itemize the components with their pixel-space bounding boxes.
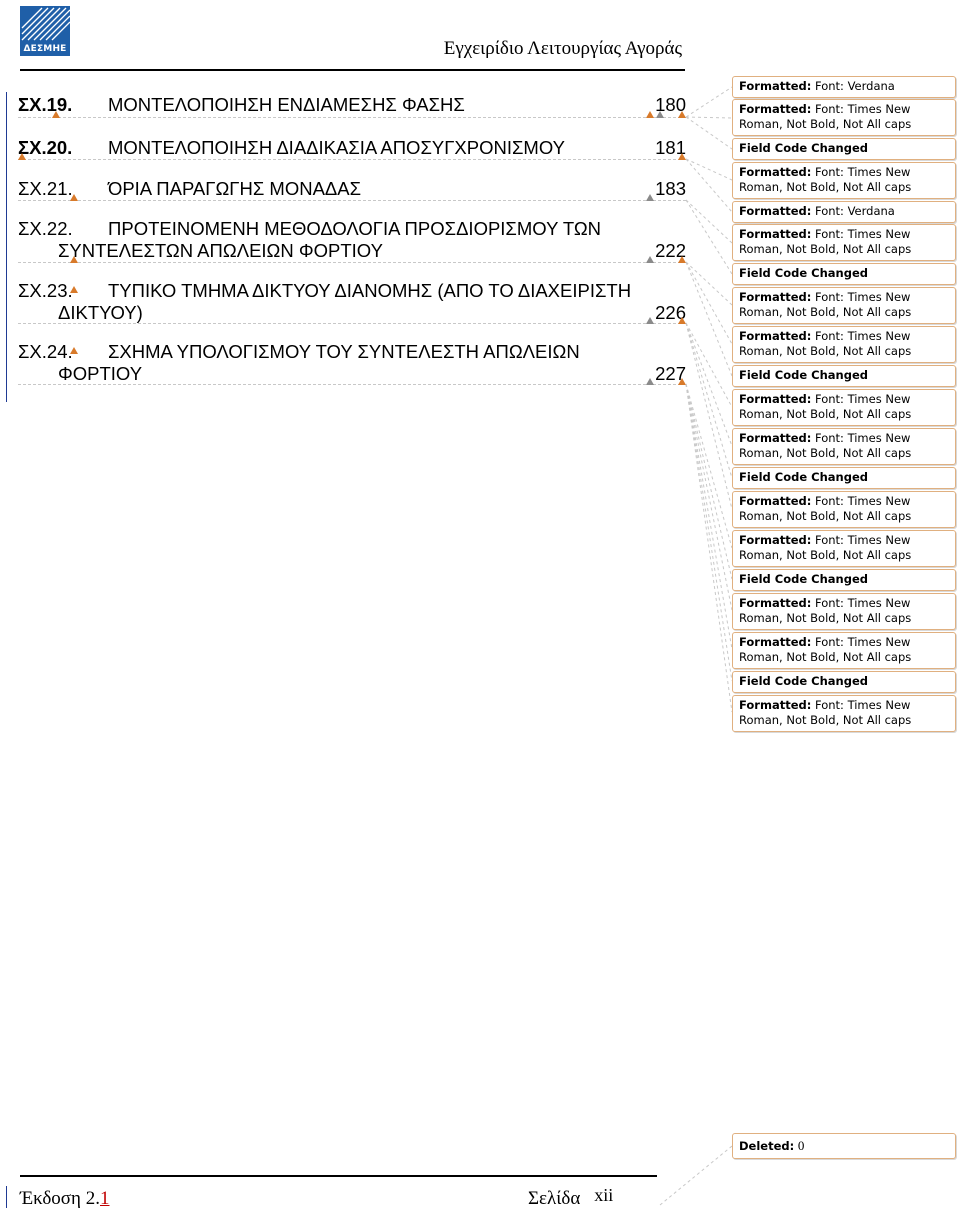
revision-marker-icon	[70, 347, 78, 354]
revision-marker-icon	[70, 286, 78, 293]
footer-edition	[20, 1188, 109, 1210]
balloon-text: Font: Times New Roman, Not Bold, Not All caps	[739, 290, 912, 319]
field-code-balloon[interactable]	[732, 138, 956, 160]
revision-marker-icon	[678, 111, 686, 118]
revision-marker-icon	[678, 378, 686, 385]
revision-dashed-line	[18, 262, 686, 263]
toc-page: 181	[655, 137, 686, 158]
balloon-label: Formatted:	[739, 392, 812, 406]
format-balloon[interactable]	[732, 326, 956, 363]
balloon-label: Field Code Changed	[739, 266, 868, 280]
balloon-label: Formatted:	[739, 596, 812, 610]
toc-title: ΤΥΠΙΚΟ ΤΜΗΜΑ ΔΙΚΤΥΟΥ ΔΙΑΝΟΜΗΣ (ΑΠΟ ΤΟ ΔΙΑΧΕΙΡΙΣΤΗ	[108, 280, 632, 301]
format-balloon[interactable]	[732, 695, 956, 732]
balloon-text: Font: Times New Roman, Not Bold, Not All caps	[739, 635, 912, 664]
balloon-label: Formatted:	[739, 165, 812, 179]
balloon-label: Formatted:	[739, 329, 812, 343]
balloon-text: Font: Times New Roman, Not Bold, Not All caps	[739, 533, 912, 562]
toc-page: 226	[655, 302, 686, 323]
revision-dashed-line	[18, 323, 686, 324]
field-code-balloon[interactable]	[732, 365, 956, 387]
toc-title: ΜΟΝΤΕΛΟΠΟΙΗΣΗ ΔΙΑΔΙΚΑΣΙΑ ΑΠΟΣΥΓΧΡΟΝΙΣΜΟΥ	[108, 137, 565, 158]
deleted-value: 0	[797, 1138, 805, 1153]
revision-marker-icon	[678, 256, 686, 263]
format-balloon[interactable]	[732, 162, 956, 199]
format-balloon[interactable]	[732, 530, 956, 567]
format-balloon[interactable]	[732, 99, 956, 136]
balloon-text: Font: Times New Roman, Not Bold, Not All caps	[739, 596, 912, 625]
balloon-text: Font: Times New Roman, Not Bold, Not All caps	[739, 102, 912, 131]
balloon-label: Field Code Changed	[739, 368, 868, 382]
toc-title-continuation: ΣΥΝΤΕΛΕΣΤΩΝ ΑΠΩΛΕΙΩΝ ΦΟΡΤΙΟΥ	[58, 240, 383, 261]
revision-marker-icon	[646, 317, 654, 324]
field-code-balloon[interactable]	[732, 569, 956, 591]
edition-label: Έκδοση 2.	[20, 1188, 100, 1209]
format-balloon[interactable]	[732, 389, 956, 426]
deleted-label: Deleted:	[739, 1139, 795, 1153]
field-code-balloon[interactable]	[732, 263, 956, 285]
toc-page: 180	[655, 94, 686, 115]
revision-marker-icon	[656, 111, 664, 118]
footer-rule	[20, 1175, 657, 1177]
toc-entry[interactable]	[18, 341, 686, 385]
balloon-label: Field Code Changed	[739, 141, 868, 155]
toc-title: ΣΧΗΜΑ ΥΠΟΛΟΓΙΣΜΟΥ ΤΟΥ ΣΥΝΤΕΛΕΣΤΗ ΑΠΩΛΕΙΩΝ	[108, 341, 580, 362]
toc-entry[interactable]	[18, 137, 686, 159]
balloon-text: Font: Verdana	[815, 79, 895, 93]
format-balloon[interactable]	[732, 224, 956, 261]
balloon-text: Font: Verdana	[815, 204, 895, 218]
field-code-balloon[interactable]	[732, 467, 956, 489]
page-label: Σελίδα	[528, 1188, 581, 1209]
toc-number: ΣΧ.21.	[18, 178, 73, 199]
toc-title: ΜΟΝΤΕΛΟΠΟΙΗΣΗ ΕΝΔΙΑΜΕΣΗΣ ΦΑΣΗΣ	[108, 94, 465, 115]
balloon-text: Font: Times New Roman, Not Bold, Not All caps	[739, 494, 912, 523]
toc-number: ΣΧ.19.	[18, 94, 73, 115]
revision-marker-icon	[646, 111, 654, 118]
revision-marker-icon	[52, 111, 60, 118]
balloon-label: Field Code Changed	[739, 572, 868, 586]
toc-entry[interactable]	[18, 94, 686, 116]
revision-dashed-line	[18, 200, 686, 201]
balloon-text: Font: Times New Roman, Not Bold, Not All caps	[739, 227, 912, 256]
toc-entry[interactable]	[18, 178, 686, 200]
balloon-label: Field Code Changed	[739, 674, 868, 688]
revision-dashed-line	[18, 117, 686, 118]
format-balloon[interactable]	[732, 491, 956, 528]
balloon-label: Formatted:	[739, 290, 812, 304]
format-balloon[interactable]	[732, 428, 956, 465]
toc-page: 183	[655, 178, 686, 199]
toc-entry[interactable]	[18, 280, 686, 324]
balloon-label: Formatted:	[739, 227, 812, 241]
balloon-text: Font: Times New Roman, Not Bold, Not All caps	[739, 165, 912, 194]
revision-dashed-line	[18, 159, 686, 160]
balloon-text: Font: Times New Roman, Not Bold, Not All caps	[739, 431, 912, 460]
toc-page: 227	[655, 363, 686, 384]
field-code-balloon[interactable]	[732, 671, 956, 693]
balloon-label: Formatted:	[739, 431, 812, 445]
revision-marker-icon	[70, 256, 78, 263]
toc-title: ΠΡΟΤΕΙΝΟΜΕΝΗ ΜΕΘΟΔΟΛΟΓΙΑ ΠΡΟΣΔΙΟΡΙΣΜΟΥ ΤΩΝ	[108, 218, 602, 239]
format-balloon[interactable]	[732, 287, 956, 324]
balloon-text: Font: Times New Roman, Not Bold, Not All caps	[739, 392, 912, 421]
toc-number: ΣΧ.22.	[18, 218, 73, 239]
logo-stripes-icon	[20, 6, 70, 42]
format-balloon[interactable]	[732, 76, 956, 98]
toc-page: 222	[655, 240, 686, 261]
page-number: xii	[594, 1185, 614, 1205]
toc-number: ΣΧ.24.	[18, 341, 73, 362]
toc-number: ΣΧ.23.	[18, 280, 73, 301]
toc-number: ΣΧ.20.	[18, 137, 73, 158]
balloon-text: Font: Times New Roman, Not Bold, Not All caps	[739, 698, 912, 727]
revision-marker-icon	[646, 194, 654, 201]
deleted-balloon[interactable]	[732, 1133, 956, 1159]
balloon-label: Formatted:	[739, 533, 812, 547]
revision-marker-icon	[646, 378, 654, 385]
format-balloon[interactable]	[732, 593, 956, 630]
balloon-text: Font: Times New Roman, Not Bold, Not All caps	[739, 329, 912, 358]
footer-change-bar	[6, 1186, 7, 1208]
format-balloon[interactable]	[732, 201, 956, 223]
balloon-label: Formatted:	[739, 698, 812, 712]
logo-text: ΔΕΣΜΗΕ	[23, 44, 67, 54]
toc-title-continuation: ΔΙΚΤΥΟΥ)	[58, 302, 143, 323]
revision-marker-icon	[678, 317, 686, 324]
revision-marker-icon	[678, 153, 686, 160]
revision-dashed-line	[18, 384, 686, 385]
footer-page	[528, 1185, 614, 1210]
balloon-label: Formatted:	[739, 204, 812, 218]
desmie-logo	[20, 6, 70, 56]
revision-marker-icon	[646, 256, 654, 263]
edition-deleted-digit: 1	[99, 1188, 110, 1209]
toc-title-continuation: ΦΟΡΤΙΟΥ	[58, 363, 143, 384]
balloon-label: Formatted:	[739, 102, 812, 116]
document-title: Εγχειρίδιο Λειτουργίας Αγοράς	[443, 38, 682, 59]
toc-title: ΌΡΙΑ ΠΑΡΑΓΩΓΗΣ ΜΟΝΑΔΑΣ	[108, 178, 362, 199]
header-rule	[20, 69, 685, 71]
format-balloon[interactable]	[732, 632, 956, 669]
balloon-label: Formatted:	[739, 635, 812, 649]
change-bar	[6, 92, 7, 402]
revision-marker-icon	[18, 153, 26, 160]
balloon-label: Formatted:	[739, 79, 812, 93]
balloon-label: Formatted:	[739, 494, 812, 508]
revision-marker-icon	[70, 194, 78, 201]
toc-entry[interactable]	[18, 218, 686, 262]
balloon-label: Field Code Changed	[739, 470, 868, 484]
